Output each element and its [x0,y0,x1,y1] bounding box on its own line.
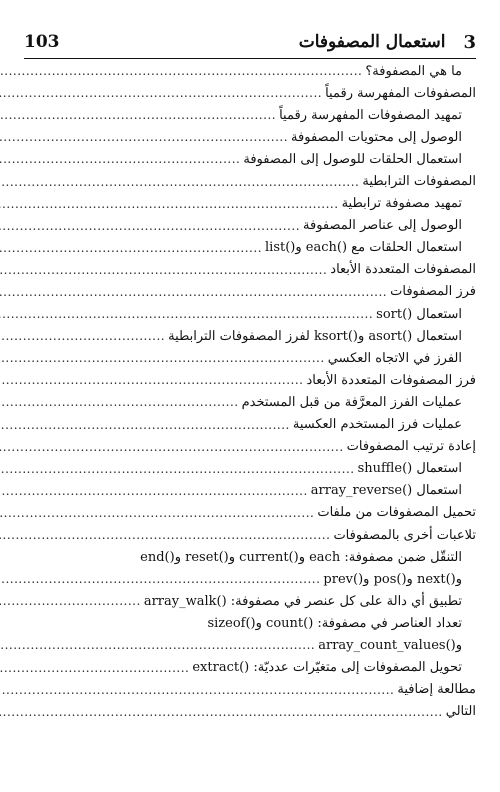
toc-entry-label: المصفوفات الترابطية [362,174,476,190]
toc-entry [24,436,476,458]
toc-entry-label: تمهيد المصفوفات المفهرسة رقمياً [279,107,462,123]
toc-entry [24,546,476,568]
dot-leader [0,638,315,652]
dot-leader [0,263,327,277]
toc-entry [24,325,476,347]
toc-entry [24,502,476,524]
toc-entry [24,612,476,634]
dot-leader [0,528,330,542]
dot-leader [0,152,240,166]
header-rule [24,58,476,59]
chapter-page-number: 103 [24,32,60,52]
dot-leader [0,373,303,387]
dot-leader [0,329,165,343]
toc-entry-label: ما هي المصفوفة؟ [365,63,462,79]
toc-entry [24,60,476,82]
toc-entry [24,148,476,170]
dot-leader [0,86,322,100]
toc-entry-label: عمليات فرز المستخدم العكسية [292,417,462,433]
dot-leader [0,351,325,365]
toc-entry [24,303,476,325]
dot-leader [0,506,314,520]
toc-entry-label: استعمال ()array_reverse [310,483,462,499]
toc-entry [24,590,476,612]
toc-entry [24,634,476,656]
dot-leader [0,661,189,675]
dot-leader [0,484,308,498]
toc-entry-label: الوصول إلى عناصر المصفوفة [303,218,462,234]
toc-entry [24,568,476,590]
toc-entry [24,193,476,215]
dot-leader [0,594,141,608]
toc-entry [24,701,476,723]
toc-entry [24,281,476,303]
toc-entry-label: تمهيد مصفوفة ترابطية [341,196,462,212]
toc-entry [24,237,476,259]
dot-leader [0,64,362,78]
dot-leader [0,572,320,586]
dot-leader [0,175,359,189]
dot-leader [0,219,300,233]
dot-leader [0,395,239,409]
toc-entry [24,369,476,391]
chapter-title: استعمال المصفوفات [298,32,446,52]
dot-leader [0,307,373,321]
toc-entry [24,414,476,436]
toc-entry-label: فرز المصفوفات [390,284,476,300]
toc-entry [24,458,476,480]
toc-entry-label: التنقّل ضمن مصفوفة: each و()current و()reset و()end [140,549,462,565]
toc-entry-label: المصفوفات المفهرسة رقمياً [325,85,476,101]
toc-entry [24,657,476,679]
toc-entry [24,104,476,126]
toc-entry [24,679,476,701]
toc-entry [24,391,476,413]
dot-leader [0,285,387,299]
toc-entry [24,480,476,502]
dot-leader [0,197,339,211]
toc-entry [24,126,476,148]
dot-leader [0,108,276,122]
toc-entry [24,347,476,369]
toc-entry [24,82,476,104]
dot-leader [0,462,355,476]
toc-entry-label: استعمال ()shuffle [357,461,462,477]
toc-entry-label: استعمال الحلقات مع ()each و()list [265,240,462,256]
dot-leader [0,418,290,432]
dot-leader [0,241,262,255]
toc-entry [24,215,476,237]
toc-entry-label: استعمال ()asort و()ksort لفرز المصفوفات الترابطية [168,328,462,344]
toc-entry-label: تلاعبات أخرى بالمصفوفات [333,527,476,543]
toc-entry-label: التالي [445,704,476,720]
toc-entry [24,170,476,192]
toc-entry-label: تحويل المصفوفات إلى متغيّرات عدديّة: ()extract [192,660,462,676]
toc-entry-label: تعداد العناصر في مصفوفة: ()count و()sizeof [207,615,462,631]
dot-leader [0,440,344,454]
toc-entry-label: استعمال الحلقات للوصول إلى المصفوفة [243,151,462,167]
toc-entry-label: استعمال ()sort [376,306,462,322]
toc-entry-label: فرز المصفوفات المتعددة الأبعاد [306,372,476,388]
toc-entry-label: الوصول إلى محتويات المصفوفة [291,129,462,145]
toc-entry-label: مطالعة إضافية [397,682,476,698]
chapter-number: 3 [463,31,476,53]
toc-entry [24,524,476,546]
dot-leader [0,705,443,719]
dot-leader [0,683,394,697]
toc-entry-label: تطبيق أي دالة على كل عنصر في مصفوفة: ()array_walk [143,593,462,609]
toc-entry-label: و()array_count_values [318,637,462,653]
toc-entry-label: عمليات الفرز المعرَّفة من قبل المستخدم [241,394,462,410]
chapter-heading [24,30,476,54]
dot-leader [0,130,288,144]
toc-entry-label: إعادة ترتيب المصفوفات [346,439,476,455]
toc-entry-label: المصفوفات المتعددة الأبعاد [330,262,476,278]
toc-entry [24,259,476,281]
toc-entry-label: و()next و()pos و()prev [323,571,462,587]
toc-entry-label: الفرز في الاتجاه العكسي [327,350,462,366]
toc-list [24,60,476,723]
toc-entry-label: تحميل المصفوفات من ملفات [317,505,476,521]
